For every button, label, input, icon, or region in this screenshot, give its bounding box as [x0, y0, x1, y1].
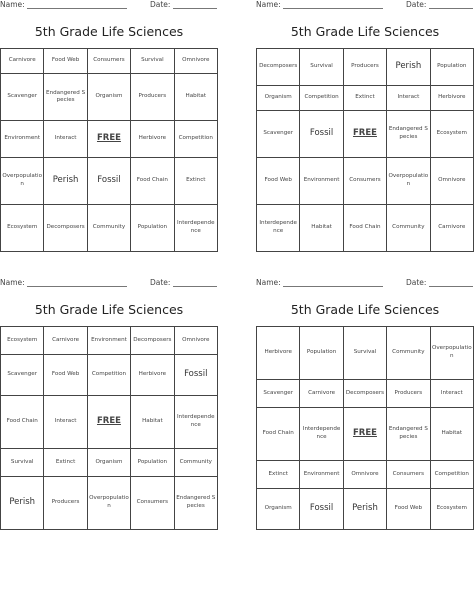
bingo-cell[interactable]: Interact — [44, 121, 87, 158]
bingo-cell[interactable]: Extinct — [257, 460, 300, 488]
bingo-cell[interactable]: Extinct — [44, 448, 87, 476]
bingo-cell[interactable]: Community — [387, 327, 430, 380]
name-label: Name: — [256, 278, 281, 287]
bingo-grid — [0, 48, 218, 252]
date-line[interactable] — [173, 286, 217, 287]
bingo-cell[interactable]: Endangered Species — [387, 110, 430, 157]
bingo-cell[interactable]: Consumers — [87, 49, 130, 74]
bingo-cell[interactable]: Perish — [387, 49, 430, 86]
bingo-cell[interactable]: Scavenger — [257, 379, 300, 407]
bingo-cell[interactable]: Organism — [87, 74, 130, 121]
bingo-cell[interactable]: Decomposers — [44, 204, 87, 251]
name-line[interactable] — [27, 8, 127, 9]
bingo-row — [257, 110, 474, 157]
bingo-cell[interactable]: Organism — [257, 489, 300, 530]
bingo-cell[interactable]: Habitat — [300, 204, 343, 251]
bingo-cell[interactable]: Competition — [174, 121, 217, 158]
bingo-row — [257, 204, 474, 251]
bingo-cell[interactable]: Perish — [1, 477, 44, 530]
bingo-cell[interactable]: Fossil — [300, 489, 343, 530]
bingo-row — [1, 49, 218, 74]
name-line[interactable] — [27, 286, 127, 287]
bingo-cell[interactable]: Habitat — [430, 408, 473, 461]
bingo-grid — [0, 326, 218, 530]
free-space[interactable]: FREE — [343, 408, 386, 461]
name-line[interactable] — [283, 8, 383, 9]
bingo-cell[interactable]: Community — [387, 204, 430, 251]
bingo-cell[interactable]: Carnivore — [300, 379, 343, 407]
name-date-row — [0, 278, 218, 290]
bingo-cell[interactable]: Ecosystem — [1, 204, 44, 251]
bingo-row — [257, 408, 474, 461]
free-space[interactable]: FREE — [87, 121, 130, 158]
bingo-cell[interactable]: Producers — [343, 49, 386, 86]
bingo-cell[interactable]: Population — [300, 327, 343, 380]
bingo-cell[interactable]: Overpopulation — [87, 477, 130, 530]
bingo-cell[interactable]: Environment — [300, 460, 343, 488]
date-label: Date: — [406, 278, 427, 287]
bingo-cell[interactable]: Herbivore — [430, 85, 473, 110]
card-title: 5th Grade Life Sciences — [34, 302, 184, 317]
bingo-cell[interactable]: Ecosystem — [430, 489, 473, 530]
bingo-cell[interactable]: Survival — [300, 49, 343, 86]
date-label: Date: — [406, 0, 427, 9]
name-date-row — [0, 0, 218, 12]
bingo-cell[interactable]: Herbivore — [131, 121, 174, 158]
bingo-cell[interactable]: Interact — [44, 396, 87, 449]
bingo-cell[interactable]: Overpopulation — [1, 157, 44, 204]
bingo-row — [1, 396, 218, 449]
bingo-cell[interactable]: Fossil — [174, 355, 217, 396]
bingo-cell[interactable]: Perish — [343, 489, 386, 530]
bingo-cell[interactable]: Overpopulation — [430, 327, 473, 380]
name-date-row — [256, 0, 474, 12]
name-date-row — [256, 278, 474, 290]
bingo-row — [1, 121, 218, 158]
bingo-cell[interactable]: Organism — [87, 448, 130, 476]
bingo-cell[interactable]: Interact — [387, 85, 430, 110]
bingo-cell[interactable]: Competition — [300, 85, 343, 110]
bingo-row — [257, 157, 474, 204]
bingo-row — [1, 448, 218, 476]
bingo-cell[interactable]: Organism — [257, 85, 300, 110]
bingo-cell[interactable]: Decomposers — [343, 379, 386, 407]
bingo-cell[interactable]: Scavenger — [1, 74, 44, 121]
bingo-row — [1, 477, 218, 530]
bingo-cell[interactable]: Extinct — [343, 85, 386, 110]
bingo-row — [257, 49, 474, 86]
bingo-cell[interactable]: Carnivore — [44, 327, 87, 355]
card-title: 5th Grade Life Sciences — [34, 24, 184, 39]
bingo-cell[interactable]: Omnivore — [174, 49, 217, 74]
bingo-grid — [256, 326, 474, 530]
bingo-cell[interactable]: Decomposers — [131, 327, 174, 355]
bingo-cell[interactable]: Consumers — [343, 157, 386, 204]
bingo-row — [1, 157, 218, 204]
bingo-cell[interactable]: Environment — [87, 327, 130, 355]
card-title: 5th Grade Life Sciences — [290, 302, 440, 317]
bingo-row — [257, 85, 474, 110]
bingo-cell[interactable]: Endangered Species — [387, 408, 430, 461]
bingo-cell[interactable]: Population — [131, 204, 174, 251]
bingo-cell[interactable]: Omnivore — [174, 327, 217, 355]
bingo-cell[interactable]: Omnivore — [430, 157, 473, 204]
bingo-cell[interactable]: Carnivore — [430, 204, 473, 251]
free-space[interactable]: FREE — [343, 110, 386, 157]
bingo-cell[interactable]: Endangered Species — [174, 477, 217, 530]
date-line[interactable] — [429, 8, 473, 9]
bingo-cell[interactable]: Food Web — [44, 49, 87, 74]
bingo-cell[interactable]: Community — [174, 448, 217, 476]
bingo-cell[interactable]: Extinct — [174, 157, 217, 204]
bingo-cell[interactable]: Population — [131, 448, 174, 476]
bingo-grid — [256, 48, 474, 252]
bingo-cell[interactable]: Food Web — [387, 489, 430, 530]
bingo-cell[interactable]: Population — [430, 49, 473, 86]
bingo-cell[interactable]: Producers — [387, 379, 430, 407]
bingo-cell[interactable]: Overpopulation — [387, 157, 430, 204]
bingo-cell[interactable]: Survival — [343, 327, 386, 380]
bingo-cell[interactable]: Competition — [430, 460, 473, 488]
bingo-cell[interactable]: Survival — [1, 448, 44, 476]
bingo-row — [257, 489, 474, 530]
bingo-cell[interactable]: Herbivore — [257, 327, 300, 380]
bingo-cell[interactable]: Ecosystem — [430, 110, 473, 157]
name-line[interactable] — [283, 286, 383, 287]
bingo-row — [257, 327, 474, 380]
bingo-cell[interactable]: Food Web — [44, 355, 87, 396]
bingo-cell[interactable]: Decomposers — [257, 49, 300, 86]
bingo-row — [1, 355, 218, 396]
bingo-cell[interactable]: Ecosystem — [1, 327, 44, 355]
bingo-row — [257, 379, 474, 407]
bingo-cell[interactable]: Environment — [300, 157, 343, 204]
bingo-cell[interactable]: Interdependence — [174, 204, 217, 251]
bingo-cell[interactable]: Producers — [131, 74, 174, 121]
bingo-cell[interactable]: Interdependence — [174, 396, 217, 449]
bingo-cell[interactable]: Habitat — [131, 396, 174, 449]
date-line[interactable] — [429, 286, 473, 287]
card-title: 5th Grade Life Sciences — [290, 24, 440, 39]
bingo-row — [257, 460, 474, 488]
name-label: Name: — [256, 0, 281, 9]
bingo-cell[interactable]: Consumers — [131, 477, 174, 530]
bingo-cell[interactable]: Interact — [430, 379, 473, 407]
bingo-cell[interactable]: Fossil — [300, 110, 343, 157]
bingo-cell[interactable]: Omnivore — [343, 460, 386, 488]
date-label: Date: — [150, 278, 171, 287]
bingo-cell[interactable]: Herbivore — [131, 355, 174, 396]
bingo-cell[interactable]: Community — [87, 204, 130, 251]
date-line[interactable] — [173, 8, 217, 9]
free-space[interactable]: FREE — [87, 396, 130, 449]
bingo-cell[interactable]: Interdependence — [257, 204, 300, 251]
bingo-cell[interactable]: Food Chain — [257, 408, 300, 461]
bingo-cell[interactable]: Interdependence — [300, 408, 343, 461]
bingo-cell[interactable]: Producers — [44, 477, 87, 530]
bingo-cell[interactable]: Scavenger — [257, 110, 300, 157]
bingo-cell[interactable]: Food Web — [257, 157, 300, 204]
bingo-cell[interactable]: Food Chain — [1, 396, 44, 449]
bingo-cell[interactable]: Habitat — [174, 74, 217, 121]
name-label: Name: — [0, 278, 25, 287]
date-label: Date: — [150, 0, 171, 9]
bingo-cell[interactable]: Competition — [87, 355, 130, 396]
bingo-cell[interactable]: Fossil — [87, 157, 130, 204]
bingo-cell[interactable]: Endangered Species — [44, 74, 87, 121]
bingo-cell[interactable]: Survival — [131, 49, 174, 74]
bingo-cell[interactable]: Food Chain — [131, 157, 174, 204]
bingo-cell[interactable]: Scavenger — [1, 355, 44, 396]
bingo-cell[interactable]: Environment — [1, 121, 44, 158]
bingo-row — [1, 204, 218, 251]
bingo-cell[interactable]: Consumers — [387, 460, 430, 488]
bingo-cell[interactable]: Carnivore — [1, 49, 44, 74]
name-label: Name: — [0, 0, 25, 9]
bingo-row — [1, 74, 218, 121]
bingo-cell[interactable]: Food Chain — [343, 204, 386, 251]
bingo-cell[interactable]: Perish — [44, 157, 87, 204]
bingo-row — [1, 327, 218, 355]
